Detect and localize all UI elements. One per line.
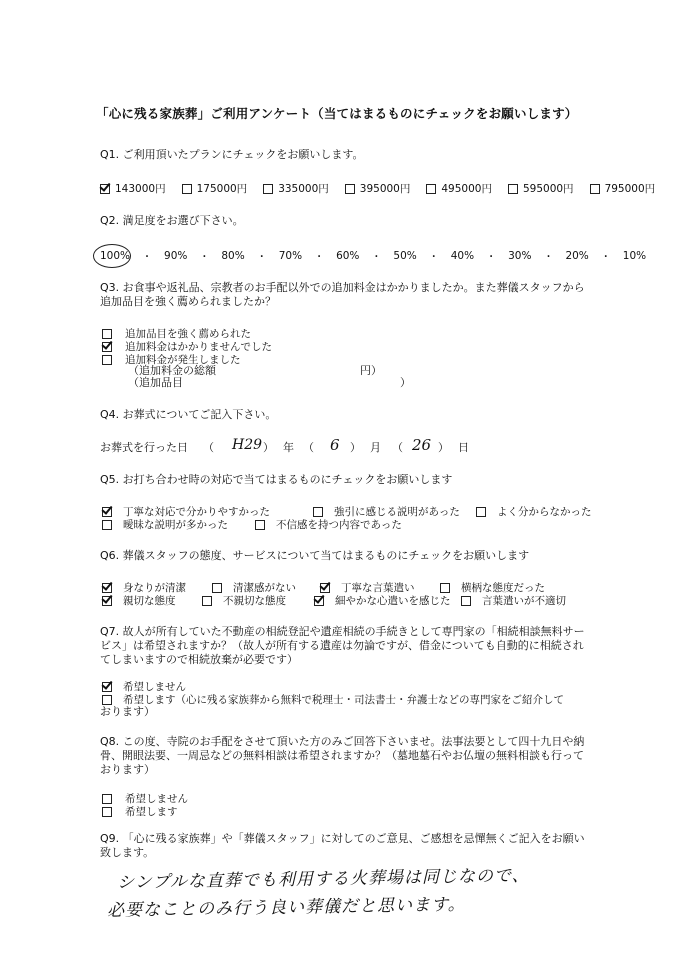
day-unit: 日	[458, 441, 469, 454]
month-unit: 月	[370, 441, 381, 454]
q7-question-line1: Q7. 故人が所有していた不動産の相続登記や遺産相続の手続きとして専門家の「相続相談無料サー	[100, 625, 585, 638]
q6-option[interactable]: 言葉遣いが不適切	[461, 593, 566, 608]
checkbox-checked[interactable]	[102, 682, 112, 692]
survey-title: 「心に残る家族葬」ご利用アンケート（当てはまるものにチェックをお願いします）	[96, 106, 578, 121]
checkbox[interactable]	[202, 596, 212, 606]
q9-question-line2: 致します。	[100, 846, 155, 859]
checkbox[interactable]	[476, 507, 486, 517]
checkbox[interactable]	[426, 184, 436, 194]
q3-option[interactable]: 追加料金はかかりませんでした	[102, 339, 272, 354]
q9-answer-line2[interactable]: 必要なことのみ行う良い葬儀だと思います。	[106, 894, 466, 921]
q6-option[interactable]: 細やかな心遣いを感じた	[314, 593, 451, 608]
checkbox[interactable]	[102, 520, 112, 530]
q8-question-line2: 骨、開眼法要、一周忌などの無料相談は希望されますか？（墓地墓石やお仏壇の無料相談も行って	[100, 749, 584, 762]
funeral-year-value[interactable]: H29	[232, 437, 263, 453]
paren-close: ）	[263, 441, 274, 454]
checkbox[interactable]	[263, 184, 273, 194]
q3-items-label: （追加品目	[128, 376, 183, 389]
checkbox[interactable]	[345, 184, 355, 194]
q6-option[interactable]: 横柄な態度だった	[440, 580, 545, 595]
q7-question-line2: ビス」は希望されますか？（故人が所有する遺産は勿論ですが、借金についても自動的に相続され	[100, 639, 584, 652]
q3-items-close: ）	[400, 376, 411, 389]
checkbox[interactable]	[313, 507, 323, 517]
q5-option[interactable]: 強引に感じる説明があった	[313, 504, 460, 519]
checkbox[interactable]	[461, 596, 471, 606]
checkbox[interactable]	[590, 184, 600, 194]
q2-option[interactable]: 70%	[278, 249, 303, 262]
checkbox[interactable]	[508, 184, 518, 194]
checkbox-checked[interactable]	[102, 583, 112, 593]
checkbox-checked[interactable]	[102, 596, 112, 606]
q1-option[interactable]: 335000円	[263, 181, 329, 196]
q2-option[interactable]: 60%	[336, 249, 360, 262]
q5-question: Q5. お打ち合わせ時の対応で当てはまるものにチェックをお願いします	[100, 473, 453, 486]
q8-option-no[interactable]: 希望しません	[102, 791, 188, 806]
checkbox[interactable]	[212, 583, 222, 593]
q9-answer-line1[interactable]: シンプルな直葬でも利用する火葬場は同じなので、	[116, 865, 530, 893]
q7-option-yes[interactable]: 希望します（心に残る家族葬から無料で税理士・司法書士・弁護士などの専門家をご紹介して	[102, 692, 564, 707]
checkbox[interactable]	[102, 329, 112, 339]
q5-option[interactable]: 不信感を持つ内容であった	[255, 517, 402, 532]
q2-question: Q2. 満足度をお選び下さい。	[100, 214, 244, 227]
q2-options: 100% ・ 90% ・ 80% ・ 70% ・ 60% ・ 50% ・ 40% ・ 30% ・ 20% ・ 10%	[100, 249, 647, 263]
year-unit: 年	[283, 441, 294, 454]
funeral-day-value[interactable]: 26	[412, 436, 432, 454]
q3-question-line2: 追加品目を強く薦められましたか？	[100, 295, 276, 308]
checkbox[interactable]	[182, 184, 192, 194]
q6-option[interactable]: 身なりが清潔	[102, 580, 186, 595]
paren-open: （	[203, 441, 214, 454]
q8-question-line3: おります）	[100, 763, 155, 776]
q3-option[interactable]: 追加品目を強く薦められた	[102, 326, 251, 341]
q6-option[interactable]: 清潔感がない	[212, 580, 296, 595]
q1-options	[100, 181, 655, 196]
q3-amount-unit: 円）	[360, 364, 382, 377]
checkbox-checked[interactable]	[314, 596, 324, 606]
q8-question-line1: Q8. この度、寺院のお手配をさせて頂いた方のみご回答下さいませ。法事法要として四十九日や納	[100, 735, 585, 748]
paren-close: ）	[438, 441, 449, 454]
q3-option[interactable]: 追加料金が発生しました	[102, 352, 241, 367]
q1-option[interactable]: 495000円	[426, 181, 492, 196]
checkbox[interactable]	[102, 695, 112, 705]
checkbox[interactable]	[102, 355, 112, 365]
q7-question-line3: てしまいますので相続放棄が必要です）	[100, 653, 298, 666]
q2-option[interactable]: 50%	[393, 249, 417, 262]
q4-question: Q4. お葬式についてご記入下さい。	[100, 408, 277, 421]
q7-option-no[interactable]: 希望しません	[102, 679, 186, 694]
q7-option-yes-cont: おります）	[100, 705, 155, 718]
q6-option[interactable]: 不親切な態度	[202, 593, 286, 608]
q5-option[interactable]: 丁寧な対応で分かりやすかった	[102, 504, 270, 519]
checkbox-checked[interactable]	[100, 184, 110, 194]
q2-option[interactable]: 30%	[508, 249, 532, 262]
q1-option[interactable]: 395000円	[345, 181, 411, 196]
q1-option[interactable]: 595000円	[508, 181, 574, 196]
q1-question: Q1. ご利用頂いたプランにチェックをお願いします。	[100, 148, 364, 161]
checkbox[interactable]	[440, 583, 450, 593]
q9-question-line1: Q9. 「心に残る家族葬」や「葬儀スタッフ」に対してのご意見、ご感想を忌憚無くご記入をお願い	[100, 832, 585, 845]
checkbox[interactable]	[102, 807, 112, 817]
checkbox-checked[interactable]	[102, 507, 112, 517]
q4-date-label: お葬式を行った日	[100, 441, 188, 454]
funeral-month-value[interactable]: 6	[330, 436, 340, 454]
paren-open: （	[392, 441, 403, 454]
q1-option[interactable]: 143000円	[100, 181, 166, 196]
q6-question: Q6. 葬儀スタッフの態度、サービスについて当てはまるものにチェックをお願いします	[100, 549, 530, 562]
q2-option[interactable]: 40%	[450, 249, 475, 262]
paren-open: （	[303, 441, 314, 454]
q2-option[interactable]: 100%	[100, 249, 131, 262]
checkbox[interactable]	[102, 794, 112, 804]
q5-option[interactable]: 曖昧な説明が多かった	[102, 517, 228, 532]
q3-question-line1: Q3. お食事や返礼品、宗教者のお手配以外での追加料金はかかりましたか。また葬儀スタッフから	[100, 281, 585, 294]
checkbox[interactable]	[255, 520, 265, 530]
q5-option[interactable]: よく分からなかった	[476, 504, 592, 519]
q6-option[interactable]: 親切な態度	[102, 593, 176, 608]
q2-option[interactable]: 10%	[622, 249, 647, 262]
q8-option-yes[interactable]: 希望します	[102, 804, 178, 819]
q1-option[interactable]: 175000円	[182, 181, 248, 196]
q6-option[interactable]: 丁寧な言葉遣い	[320, 580, 415, 595]
q1-option[interactable]: 795000円	[590, 181, 656, 196]
q2-option[interactable]: 20%	[565, 249, 589, 262]
q2-option[interactable]: 80%	[221, 249, 245, 262]
paren-close: ）	[350, 441, 361, 454]
q2-option[interactable]: 90%	[164, 249, 188, 262]
checkbox-checked[interactable]	[320, 583, 330, 593]
q3-amount-label: （追加料金の総額	[128, 364, 216, 377]
checkbox-checked[interactable]	[102, 342, 112, 352]
